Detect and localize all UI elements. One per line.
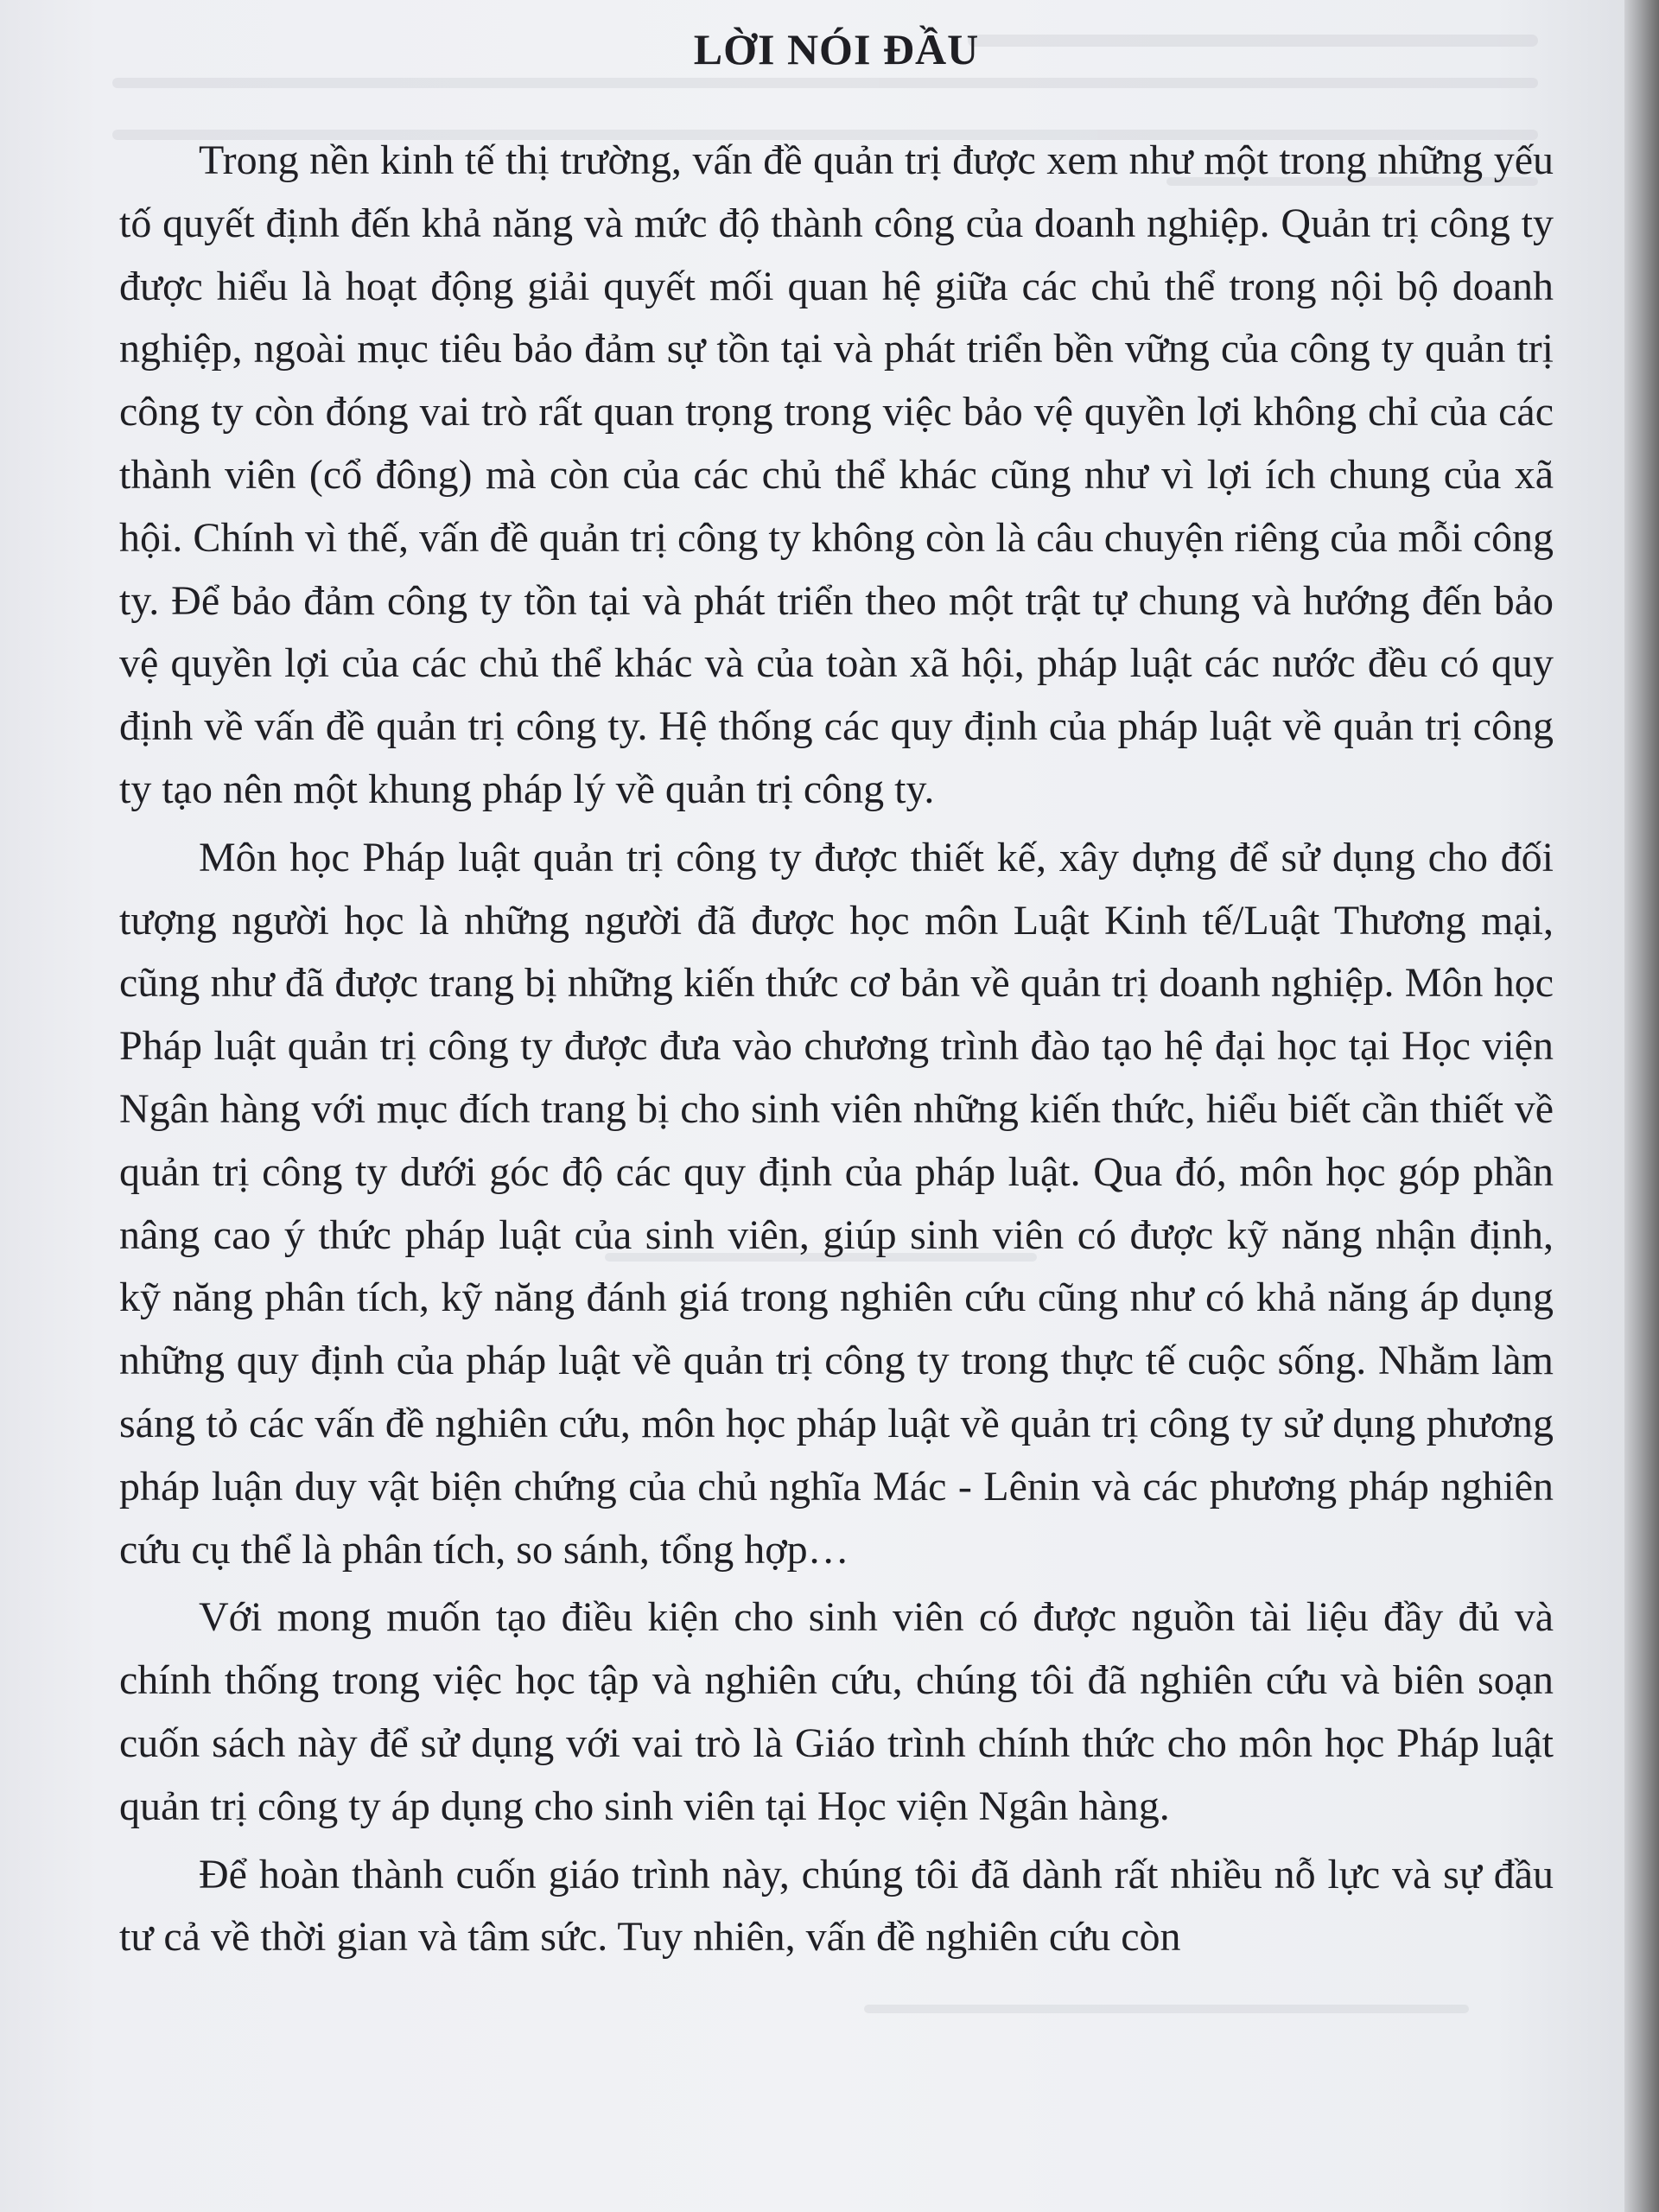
paragraph-3: Với mong muốn tạo điều kiện cho sinh viên có được nguồn tài liệu đầy đủ và chính thống trong việc học tập và nghiên cứu, chúng tôi đã nghiên cứu và biên soạn cuốn sách này để sử dụng với vai trò là Giáo trình chính thức cho môn học Pháp luật quản trị công ty áp dụng cho sinh viên tại Học viện Ngân hàng. (119, 1594, 1554, 1829)
paragraph-1: Trong nền kinh tế thị trường, vấn đề quản trị được xem như một trong những yếu tố quyết định đến khả năng và mức độ thành công của doanh nghiệp. Quản trị công ty được hiểu là hoạt động giải quyết mối quan hệ giữa các chủ thể trong nội bộ doanh nghiệp, ngoài mục tiêu bảo đảm sự tồn tại và phát triển bền vững của công ty quản trị công ty còn đóng vai trò rất quan trọng trong việc bảo vệ quyền lợi không chỉ của các thành viên (cổ đông) mà còn của các chủ thể khác cũng như vì lợi ích chung của xã hội. Chính vì thế, vấn đề quản trị công ty không còn là câu chuyện riêng của mỗi công ty. Để bảo đảm công ty tồn tại và phát triển theo một trật tự chung và hướng đến bảo vệ quyền lợi của các chủ thể khác và của toàn xã hội, pháp luật các nước đều có quy định về vấn đề quản trị công ty. Hệ thống các quy định của pháp luật về quản trị công ty tạo nên một khung pháp lý về quản trị công ty. (119, 137, 1554, 812)
page-edge-shadow (1624, 0, 1659, 2212)
paragraph-4: Để hoàn thành cuốn giáo trình này, chúng tôi đã dành rất nhiều nỗ lực và sự đầu tư cả về thời gian và tâm sức. Tuy nhiên, vấn đề nghiên cứu còn (119, 1851, 1554, 1961)
paragraph-2: Môn học Pháp luật quản trị công ty được thiết kế, xây dựng để sử dụng cho đối tượng người học là những người đã được học môn Luật Kinh tế/Luật Thương mại, cũng như đã được trang bị những kiến thức cơ bản về quản trị doanh nghiệp. Môn học Pháp luật quản trị công ty được đưa vào chương trình đào tạo hệ đại học tại Học viện Ngân hàng với mục đích trang bị cho sinh viên những kiến thức, hiểu biết cần thiết về quản trị công ty dưới góc độ các quy định của pháp luật. Qua đó, môn học góp phần nâng cao ý thức pháp luật của sinh viên, giúp sinh viên có được kỹ năng nhận định, kỹ năng phân tích, kỹ năng đánh giá trong nghiên cứu cũng như có khả năng áp dụng những quy định của pháp luật về quản trị công ty trong thực tế cuộc sống. Nhằm làm sáng tỏ các vấn đề nghiên cứu, môn học pháp luật về quản trị công ty sử dụng phương pháp luận duy vật biện chứng của chủ nghĩa Mác - Lênin và các phương pháp nghiên cứu cụ thể là phân tích, so sánh, tổng hợp… (119, 834, 1554, 1573)
page-content (119, 19, 1554, 1969)
page-title: LỜI NÓI ĐẦU (693, 25, 980, 73)
